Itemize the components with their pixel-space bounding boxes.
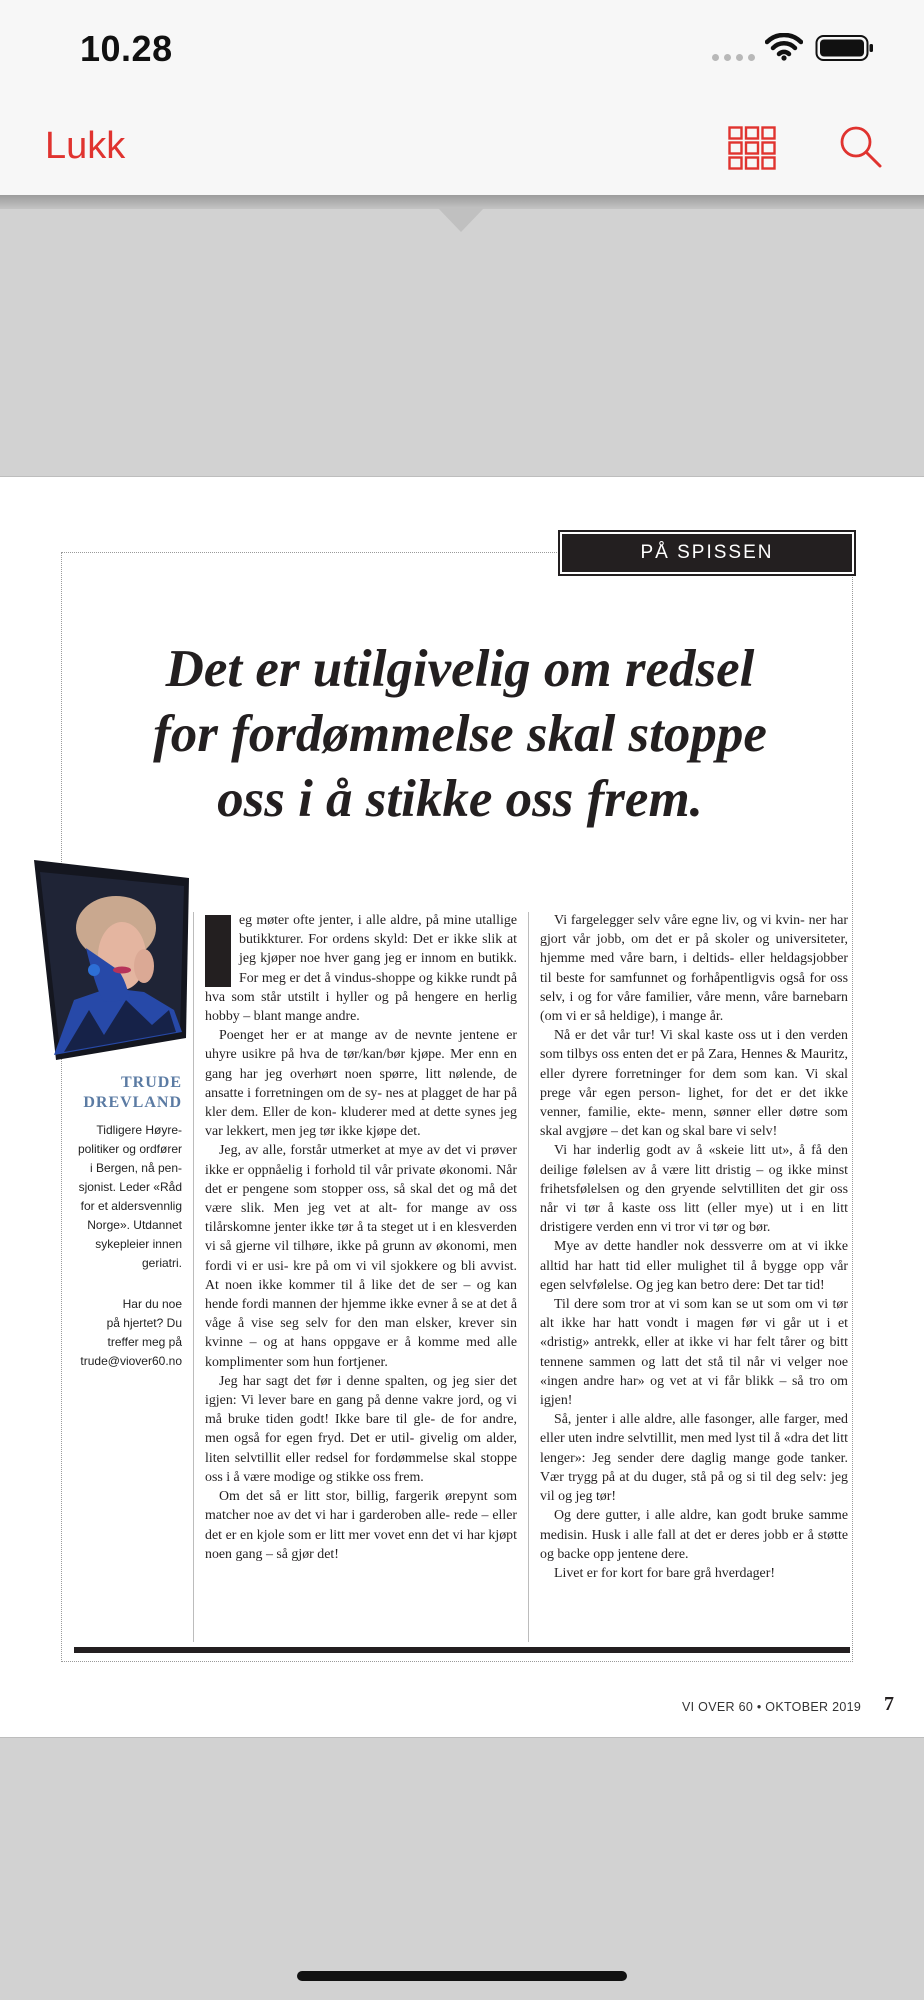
paragraph-line: Mye av dette handler nok dessverre om at vi — [554, 1239, 819, 1255]
contact-line: treffer meg på — [107, 1335, 182, 1349]
author-bio — [62, 1121, 182, 1273]
paragraph-line: Om det så er litt stor, billig, fargerik ørepynt — [219, 1489, 488, 1505]
author-portrait — [34, 860, 189, 1060]
paragraph-line: menn, sønner eller døtre som skal avgjøre – det — [540, 1105, 848, 1140]
paragraph-line: når vi velger noe «ingen andre har» og vet at vi — [540, 1354, 848, 1389]
paragraph-line: blant mange andre. — [253, 1009, 360, 1025]
paragraph-line: utstilt i hyller og på hengere en herlig hobby – — [205, 989, 517, 1025]
paragraph-line: verden som tilbys oss enten det er på Zara, — [540, 1028, 848, 1063]
paragraph-line: sin kvinne – og at hans oppgave er å komme med — [205, 1316, 517, 1351]
paragraph-line: Jeg har sagt det før i denne spalten, og jeg sier — [219, 1373, 495, 1389]
paragraph-line: ikke kommer til å like det de ser – og kan hende — [205, 1277, 517, 1313]
paragraph-line: jeg tør ikke kjøpe det. — [299, 1124, 421, 1140]
paragraph — [205, 1141, 517, 1371]
magazine-page[interactable] — [0, 476, 924, 1738]
paragraph — [205, 1372, 517, 1487]
paragraph-line: å «dra det litt lenger»: Jeg sender dere daglig — [540, 1431, 848, 1466]
bio-line: politiker og ordfører — [77, 1142, 182, 1156]
bio-line: Tidligere Høyre- — [96, 1123, 182, 1137]
paragraph-line: mange gode tanker. Vær trygg på at du duger, stå — [540, 1450, 848, 1485]
contact-line: på hjertet? Du — [106, 1316, 182, 1330]
status-bar — [0, 0, 924, 100]
paragraph-line: ikke alltid har hatt tid eller mulighet til å bygge — [540, 1239, 848, 1274]
author-contact — [62, 1295, 182, 1371]
column-divider — [528, 912, 529, 1642]
column-divider — [193, 912, 194, 1642]
paragraph-line: Så, jenter i alle aldre, alle fasonger, alle farger, — [554, 1412, 820, 1428]
headline — [75, 637, 845, 832]
paragraph-line: for mange av oss tilårskomne jenter ikke tør å ta — [205, 1201, 517, 1236]
section-label: PÅ SPISSEN — [560, 532, 854, 574]
paragraph-line: Mer enn en gang har jeg overhørt noen spørre, — [205, 1047, 517, 1082]
paragraph-line: kre på om vi vil sjokkere og bli avvist. At noen — [205, 1258, 517, 1293]
bio-line: Norge». Utdannet — [87, 1218, 182, 1232]
paragraph-line: Livet er for kort for bare grå hverdager! — [554, 1565, 775, 1581]
paragraph-line: minst frihetsfølelsen og den gryende selvtilliten — [540, 1162, 848, 1197]
paragraph-line: familier, våre menn, våre barnebarn (om vi er så — [540, 989, 849, 1025]
paragraph-line: å våge å vise seg selv for den man elsker, krever — [205, 1297, 517, 1332]
page-footer: VI OVER 60 • OKTOBER 2019 — [682, 1700, 862, 1714]
bio-line: for et aldersvennlig — [80, 1199, 182, 1213]
paragraph-line: vi tør alt ikke har hatt vondt i magen før vi går — [540, 1297, 848, 1332]
page-number: 7 — [884, 1693, 894, 1715]
paragraph-line: Det tar tid! — [763, 1277, 825, 1293]
paragraph-line: vindus-shoppe og kikke rundt på hva som står — [205, 970, 517, 1005]
paragraph-line: i en litt dristigere verden enn vi tror vi tør og bør. — [540, 1201, 848, 1236]
article-column-1 — [205, 911, 517, 1564]
paragraph-line: Hennes & Mauritz, eller dyrere forretninger for — [540, 1047, 849, 1082]
toolbar-divider — [0, 195, 924, 209]
paragraph-line: stikke oss frem. — [336, 1469, 424, 1485]
bio-line: sykepleier innen — [95, 1237, 182, 1251]
bottom-rule — [74, 1647, 850, 1653]
paragraph-line: er uhyre usikre på hva de tør/kan/bør kjøpe. — [205, 1028, 517, 1063]
paragraph-line: dem som kan. Vi skal prege vår egen person- — [540, 1066, 848, 1101]
search-icon[interactable] — [838, 124, 884, 170]
close-button[interactable]: Lukk — [45, 125, 126, 167]
paragraph-line: skal det og må det være slik. Men jeg vet at alt- — [205, 1181, 517, 1217]
author-name-line: TRUDE — [120, 1074, 182, 1091]
author-email[interactable]: trude@viover60.no — [80, 1354, 182, 1368]
paragraph — [540, 1564, 848, 1583]
paragraph-line: får blikk – så tro om igjen! — [540, 1373, 848, 1409]
paragraph-line: forhåpentligvis også for oss selv, i og for våre — [540, 970, 848, 1005]
signal-dots-icon — [712, 54, 755, 61]
paragraph-line: Vi har inderlig godt av å «skeie litt ut», å få den — [554, 1143, 848, 1159]
paragraph — [205, 911, 517, 1026]
paragraph-line: på og si til deg selv: jeg vil og jeg tør! — [540, 1469, 848, 1505]
paragraph-line: utallige butikkturer. For ordens skyld: Det — [239, 913, 517, 948]
grid-icon[interactable] — [728, 126, 776, 170]
paragraph-line: fordi mannen der hjemme ikke evner å se at det — [241, 1297, 508, 1313]
headline-line: oss i å stikke oss frem. — [217, 770, 703, 828]
paragraph-line: rede – eller det er en kjole som er litt mer vovet — [205, 1508, 517, 1543]
paragraph — [540, 1237, 848, 1295]
paragraph-line: Poenget her er at mange av de nevnte jentene — [219, 1028, 500, 1044]
paragraph-line: kan og skal bare vi selv! — [641, 1124, 778, 1140]
paragraph — [540, 1410, 848, 1506]
paragraph-line: det gir oss når vi tør å kaste oss litt (eller mye) ut — [540, 1181, 848, 1217]
paragraph-line: fordømmelse skal stoppe oss i å være modige og — [205, 1450, 517, 1485]
paragraph-line: heldige), i mange år. — [609, 1009, 724, 1025]
paragraph-line: de for andre, men også for egen fryd. Det er util- — [205, 1412, 517, 1447]
paragraph — [540, 1026, 848, 1141]
headline-line: Det er utilgivelig om redsel — [165, 640, 755, 698]
paragraph-line: samme medisin. Husk i alle fall at det er deres — [540, 1508, 848, 1543]
bio-line: i Bergen, nå pen- — [89, 1161, 182, 1175]
paragraph — [205, 1026, 517, 1141]
paragraph-line: jobb er å støtte og backe opp jentene dere. — [540, 1527, 848, 1562]
paragraph-line: eller heldagsjobber til beste for samfunnet og — [540, 951, 848, 986]
paragraph-line: det igjen: Vi lever bare en gang på denne vakre — [205, 1373, 517, 1409]
paragraph-line: lighet, for det er det ikke venner, familie, ekte- — [540, 1085, 848, 1121]
paragraph-line: Nå er det vår tur! Vi skal kaste oss ut i den — [554, 1028, 806, 1044]
paragraph-line: litt nølende, de ansatte i forretningen om de sy- — [205, 1066, 517, 1101]
paragraph-line: givelig om alder, liten selvtillit eller redsel for — [205, 1431, 518, 1466]
battery-icon — [815, 34, 875, 62]
bio-line: sjonist. Leder «Råd — [78, 1180, 182, 1194]
paragraph — [540, 1506, 848, 1564]
paragraph-line: nes at plagget de har på kler dem. Eller de kon- — [205, 1085, 517, 1121]
paragraph-line: jeg er innom en butikk. For meg er det å — [239, 951, 517, 986]
home-indicator[interactable] — [297, 1971, 627, 1981]
paragraph-line: jord, og vi må bruke tiden godt! Ikke bare til gle- — [205, 1393, 517, 1428]
paragraph-line: steget ut i en klesverden vi så gjerne vil tilhøre, — [205, 1220, 517, 1255]
paragraph-line: Jeg, av alle, forstår utmerket at mye av det vi — [219, 1143, 477, 1159]
paragraph-line: med eller uten indre selvtillit, men med lyst til — [540, 1412, 848, 1447]
paragraph-line: universiteter, hjemme med våre barn, i deltids- — [540, 932, 848, 967]
paragraph-line: ut i et «dristig» antrekk, eller at ikke vi har felt — [540, 1316, 848, 1351]
article-column-2 — [540, 911, 848, 1583]
paragraph-line: er ikke slik at jeg kjøper noe hver gang — [239, 932, 517, 967]
author-name-line: DREVLAND — [83, 1094, 182, 1111]
paragraph-line: Til dere som tror at vi som kan se ut som om — [554, 1297, 813, 1313]
paragraph-line: ner har gjort vår jobb, om det er på skoler og — [540, 913, 848, 948]
paragraph-line: ikke på grunn av økonomi, men fordi vi er usi- — [205, 1239, 517, 1274]
paragraph-line: Vi fargelegger selv våre egne liv, og vi kvin- — [554, 913, 805, 928]
paragraph — [540, 1141, 848, 1237]
paragraph — [540, 1295, 848, 1410]
paragraph-line: kluderer med at dette synes jeg var lekkert, men — [205, 1105, 517, 1140]
paragraph-line: eg møter ofte jenter, i alle aldre, på mine — [239, 913, 472, 928]
headline-line: for fordømmelse skal stoppe — [153, 705, 767, 763]
wifi-icon — [765, 33, 803, 61]
paragraph-line: opp vår egen selvfølelse. Og jeg kan betro dere: — [540, 1258, 849, 1293]
toolbar-pointer — [438, 208, 484, 232]
nav-bar — [0, 100, 924, 195]
status-time: 10.28 — [80, 28, 173, 69]
paragraph-line: tårer og bitt tennene sammen og latt det stå til — [540, 1335, 848, 1370]
paragraph — [205, 1487, 517, 1564]
paragraph-line: deilige følelsen av å være litt dristig – og ikke — [540, 1162, 812, 1178]
paragraph-line: prøver ikke er oppnåelig i forhold til vår private — [205, 1143, 517, 1178]
paragraph-line: som matcher noe av det vi har i garderoben alle- — [205, 1489, 518, 1524]
paragraph-line: alle komplimenter som hun fortjener. — [205, 1335, 517, 1370]
paragraph — [540, 911, 848, 1026]
paragraph-line: enn det vi har kjøpt noen gang – så gjør det! — [205, 1527, 517, 1562]
paragraph-line: økonomi. Når det er pengene som stopper oss, så — [205, 1162, 517, 1197]
contact-line: Har du noe — [122, 1297, 182, 1311]
bio-line: geriatri. — [141, 1256, 182, 1270]
dropcap — [205, 915, 231, 987]
paragraph-line: Og dere gutter, i alle aldre, kan godt bruke — [554, 1508, 804, 1524]
author-name — [62, 1073, 182, 1113]
